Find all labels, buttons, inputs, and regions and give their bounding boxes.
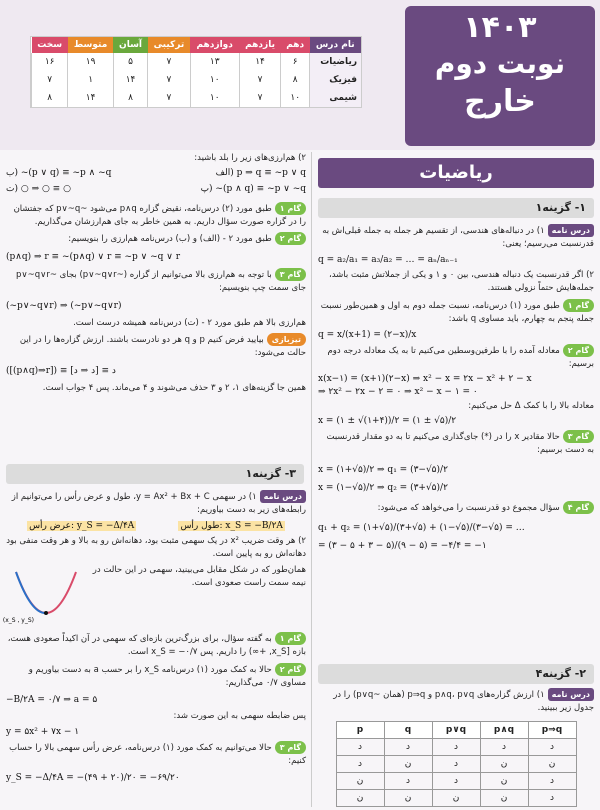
q2-equiv-a: الف) p ⇒ q ≡ ~p ∨ q (215, 168, 306, 178)
stats-cell: ۷ (239, 89, 281, 107)
q3-formula2: y = ۵x² + ۷x − ۱ (6, 727, 80, 737)
q2-answer-label: ۲- گزینه۴ (535, 667, 586, 680)
q1-formula-quadratic: ⇒ ۲x² − ۲x − ۲ = ۰ ⇒ x² − x − ۱ = ۰ (318, 387, 478, 397)
truth-table-cell: ن (480, 790, 528, 807)
stats-cell: ۷ (148, 53, 191, 71)
q3-text3: همان‌طور که در شکل مقابل می‌بینید، سهمی در این حالت در نیمه سمت راست صعودی است. (92, 565, 306, 588)
q3-step2: گام ۲حالا به کمک مورد (۱) درس‌نامه x_S را بر حسب a به دست بیاوریم و مساوی ۰/۷ می‌گذاریم: (28, 665, 306, 688)
stats-table-wrap (30, 36, 362, 108)
q2-step1: گام ۱طبق مورد (۲) درس‌نامه، نقیض گزاره p∧q می‌شود ~p∨~q که جفتشان را در گزاره صورت سؤال داریم. به همین خاطر به جای هم‌ارزشان می‌گذاریم. (13, 204, 306, 227)
stats-header-cell: سخت (32, 37, 68, 53)
q3-answer-label: ۳- گزینه۱ (245, 467, 296, 480)
truth-table-cell: د (528, 739, 576, 756)
q2-step4: هم‌ارزی بالا هم طبق مورد ۲ - (ت) درس‌نامه همیشه درست است. (73, 318, 306, 328)
truth-table-cell: د (384, 773, 432, 790)
truth-table-cell: ن (432, 790, 480, 807)
stats-header-cell: متوسط (68, 37, 114, 53)
stats-header-cell: ترکیبی (148, 37, 191, 53)
stats-cell: ۵ (113, 53, 147, 71)
truth-table-row (336, 790, 576, 807)
q3-step1: گام ۱به گفته سؤال، برای بزرگ‌ترین بازه‌ای که سهمی در آن اکیداً صعودی هست، بازه [x_S, +∞) را داریم. پس x_S = −۰/۷ است. (7, 634, 306, 657)
stats-cell: ۷ (239, 71, 281, 89)
truth-table (336, 721, 577, 807)
truth-table-cell: د (528, 773, 576, 790)
truth-table-header-cell: q (384, 722, 432, 739)
q1-formula-q: q = x/(x+1) = (۲−x)/x (318, 330, 417, 340)
exam-banner (405, 6, 595, 146)
q1-text2: ۲) اگر قدرنسبت یک دنباله هندسی، بین ۰ و ۱ و یکی از جملاتش مثبت باشد، جمله‌هایش حتماً نزولی هستند. (328, 270, 594, 293)
q2-lesson: درس نامه۱) ارزش گزاره‌های p∧q، p∨q و p⇒q (همان ~p∨q) را در جدول زیر ببینید. (333, 690, 594, 713)
truth-table-cell: د (528, 790, 576, 807)
truth-table-cell: د (480, 739, 528, 756)
truth-table-cell: ن (336, 773, 384, 790)
q1-formula-q2: x = (۱−√۵)/۲ ⇒ q₂ = (۳+√۵)/۲ (318, 483, 448, 493)
vertex-point (44, 611, 48, 615)
q3-formula1: −B/۲A = ۰/۷ ⇒ a = ۵ (6, 695, 98, 705)
q2-formula1: (p∧q) ⇒ r ≡ ~(p∧q) ∨ r ≡ ~p ∨ ~q ∨ r (6, 252, 181, 262)
q2-step2: گام ۲طبق مورد ۲ - (الف) و (ب) درس‌نامه هم‌ارزی را بنویسیم: (6, 232, 306, 246)
stats-cell: ۱ (68, 71, 114, 89)
truth-table-cell: ن (480, 773, 528, 790)
vertex-label: (x_S , y_S) (2, 617, 34, 624)
truth-table-header (336, 722, 576, 739)
q1-step1: گام ۱طبق مورد (۱) درس‌نامه، نسبت جمله دوم به اول و همین‌طور نسبت جمله پنجم به چهارم، باید مساوی q باشد: (320, 301, 594, 324)
stats-table (31, 37, 361, 107)
q3-step4: گام ۳حالا می‌توانیم به کمک مورد (۱) درس‌نامه، عرض رأس سهمی بالا را حساب کنیم: (9, 743, 306, 766)
section-title-math: ریاضیات (318, 158, 594, 188)
stats-cell: ۱۴ (239, 53, 281, 71)
q1-step3: گام ۳حالا مقادیر x را در (*) جای‌گذاری می‌کنیم تا به دو مقدار قدرنسبت به دست برسیم: (326, 432, 594, 455)
q1-formula-expand: x(x−۱) = (x+۱)(۲−x) ⇒ x² − x = ۲x − x² + ۲ − x (318, 374, 532, 384)
q1-formula-q1: x = (۱+√۵)/۲ ⇒ q₁ = (۳−√۵)/۲ (318, 465, 448, 475)
q1-solution (318, 224, 594, 557)
q2-continued (6, 152, 306, 395)
stats-header-cell: دوازدهم (190, 37, 239, 53)
q2-equiv-intro: ۲) هم‌ارزی‌های زیر را بلد باشید: (194, 153, 306, 163)
stats-cell: ۶ (281, 53, 310, 71)
truth-table-header-cell: p (336, 722, 384, 739)
truth-table-cell: د (432, 773, 480, 790)
q1-answer-bar (318, 198, 594, 218)
q1-formula-roots: x = (۱ ± √(۱+۴))/۲ = (۱ ± √۵)/۲ (318, 416, 457, 426)
truth-table-cell: د (336, 739, 384, 756)
q2-formula3: ([(p∧q)⇒r]) ≡ [د ⇒ د] ≡ د (6, 366, 116, 376)
q2-conclusion: همین جا گزینه‌های ۱، ۲ و ۳ حذف می‌شوند و ۴ می‌ماند. پس ۴ جواب است. (42, 383, 306, 393)
q1-answer-label: ۱- گزینه۱ (535, 201, 586, 214)
truth-table-cell: د (336, 756, 384, 773)
q2-equiv-t: ت) ○ ⇒ ○ ≡ ○ (6, 184, 71, 194)
truth-table-cell: ن (480, 756, 528, 773)
stats-header-cell: یازدهم (239, 37, 281, 53)
truth-table-row (336, 756, 576, 773)
q2-answer-bar (318, 664, 594, 684)
stats-cell: ۱۶ (32, 53, 68, 71)
parabola-figure (2, 564, 86, 628)
parabola-graph (2, 564, 86, 624)
truth-table-row (336, 739, 576, 756)
stats-cell: ۸ (113, 89, 147, 107)
stats-cell: ۱۳ (190, 53, 239, 71)
truth-table-cell: ن (384, 756, 432, 773)
stats-cell: ۱۹ (68, 53, 114, 71)
truth-table-cell: ن (384, 790, 432, 807)
q1-formula-sum: q₁ + q₂ = (۱+√۵)/(۳+√۵) + (۱−√۵)/(۳−√۵) = … (318, 523, 525, 533)
stats-cell: شیمی (310, 89, 362, 107)
stats-cell: ۱۰ (281, 89, 310, 107)
stats-cell: ۸ (281, 71, 310, 89)
stats-header-cell: آسان (113, 37, 147, 53)
truth-table-cell: ن (336, 790, 384, 807)
lesson-tag: درس نامه (548, 224, 594, 237)
stats-cell: ۱۰ (190, 89, 239, 107)
stats-row (32, 89, 362, 107)
stats-cell: ۷ (148, 71, 191, 89)
q1-step4: گام ۴سؤال مجموع دو قدرنسبت را می‌خواهد که می‌شود: (318, 501, 594, 515)
banner-year: ۱۴۰۳ (463, 10, 537, 45)
truth-table-header-cell: p∨q (432, 722, 480, 739)
q2-equiv-p: پ) ~(p ∧ q) ≡ ~p ∨ ~q (200, 184, 306, 194)
truth-table-cell: د (432, 756, 480, 773)
stats-cell: ۱۰ (190, 71, 239, 89)
stats-row (32, 53, 362, 71)
q3-formula3: y_S = −Δ/۴A = −(۴۹ + ۲۰)/۲۰ = −۶۹/۲۰ (6, 773, 180, 783)
q1-step2: گام ۲معادله آمده را با طرفین‌وسطین می‌کنیم تا به یک معادله درجه دوم برسیم: (327, 346, 594, 369)
q3-vertex-y: عرض رأس: y_S = −Δ/۴A (29, 521, 135, 531)
q1-formula-ratio: q = a₂/a₁ = a₃/a₂ = … = aₙ/aₙ₋₁ (318, 255, 458, 265)
q1-lesson: درس نامه۱) در دنباله‌های هندسی، از تقسیم هر جمله به جمله قبلی‌اش به قدرنسبت می‌رسیم؛ یعنی: (322, 226, 594, 249)
q3-vertex-x: طول رأس: x_S = −B/۲A (180, 521, 283, 531)
q1-formula-result: = (۳ − ۵ + ۳ − ۵)/(۹ − ۵) = −۴/۴ = −۱ (318, 541, 487, 551)
stats-cell: ۸ (32, 89, 68, 107)
q3-lesson: درس نامه۱) در سهمی y = Ax² + Bx + C، طول و عرض رأس را می‌توانیم از رابطه‌های زیر به دست بیاوریم: (11, 492, 306, 515)
stats-cell: ۱۴ (68, 89, 114, 107)
q2-equiv-b: ب) ~(p ∨ q) ≡ ~p ∧ ~q (6, 168, 112, 178)
q2-lesson-block (318, 688, 594, 807)
stats-header-cell: دهم (281, 37, 310, 53)
parabola-left-curve (16, 572, 46, 613)
stats-cell: فیزیک (310, 71, 362, 89)
stats-header-cell: نام درس (310, 37, 362, 53)
column-divider (311, 152, 312, 807)
stats-cell: ۷ (32, 71, 68, 89)
q1-step2b: معادله بالا را با کمک Δ حل می‌کنیم: (468, 401, 594, 411)
stats-header-row (32, 37, 362, 53)
stats-cell: ۷ (148, 89, 191, 107)
truth-table-header-cell: p∧q (480, 722, 528, 739)
q3-answer-bar (6, 464, 304, 484)
q3-solution (2, 490, 306, 788)
stats-cell: ۱۴ (113, 71, 147, 89)
truth-table-cell: ن (528, 756, 576, 773)
stats-cell: ریاضیات (310, 53, 362, 71)
truth-table-row (336, 773, 576, 790)
q2-tip: تیزبازیبیایید فرض کنیم p و q هر دو نادرست باشند. ارزش گزاره‌ها را در این حالت می‌شود: (19, 335, 306, 358)
q2-formula2: (~p∨~q∨r) ⇒ (~p∨~q∨r) (6, 301, 122, 311)
banner-round: نوبت دوم (434, 47, 566, 80)
q3-text2: ۲) هر وقت ضریب x² در یک سهمی مثبت بود، دهانه‌اش رو به بالا و هر وقت منفی بود دهانه‌اش رو به پایین است. (6, 536, 306, 559)
q3-step3: پس ضابطه سهمی به این صورت شد: (173, 711, 306, 721)
banner-type: خارج (464, 84, 536, 119)
q2-step3: گام ۳با توجه به هم‌ارزی بالا می‌توانیم از گزاره (~p∨~q∨r) بجای ~p∨~q∨r جای سمت چپ بنویسیم: (16, 270, 306, 293)
truth-table-header-cell: p⇒q (528, 722, 576, 739)
stats-row (32, 71, 362, 89)
truth-table-cell: د (432, 739, 480, 756)
truth-table-cell: د (384, 739, 432, 756)
